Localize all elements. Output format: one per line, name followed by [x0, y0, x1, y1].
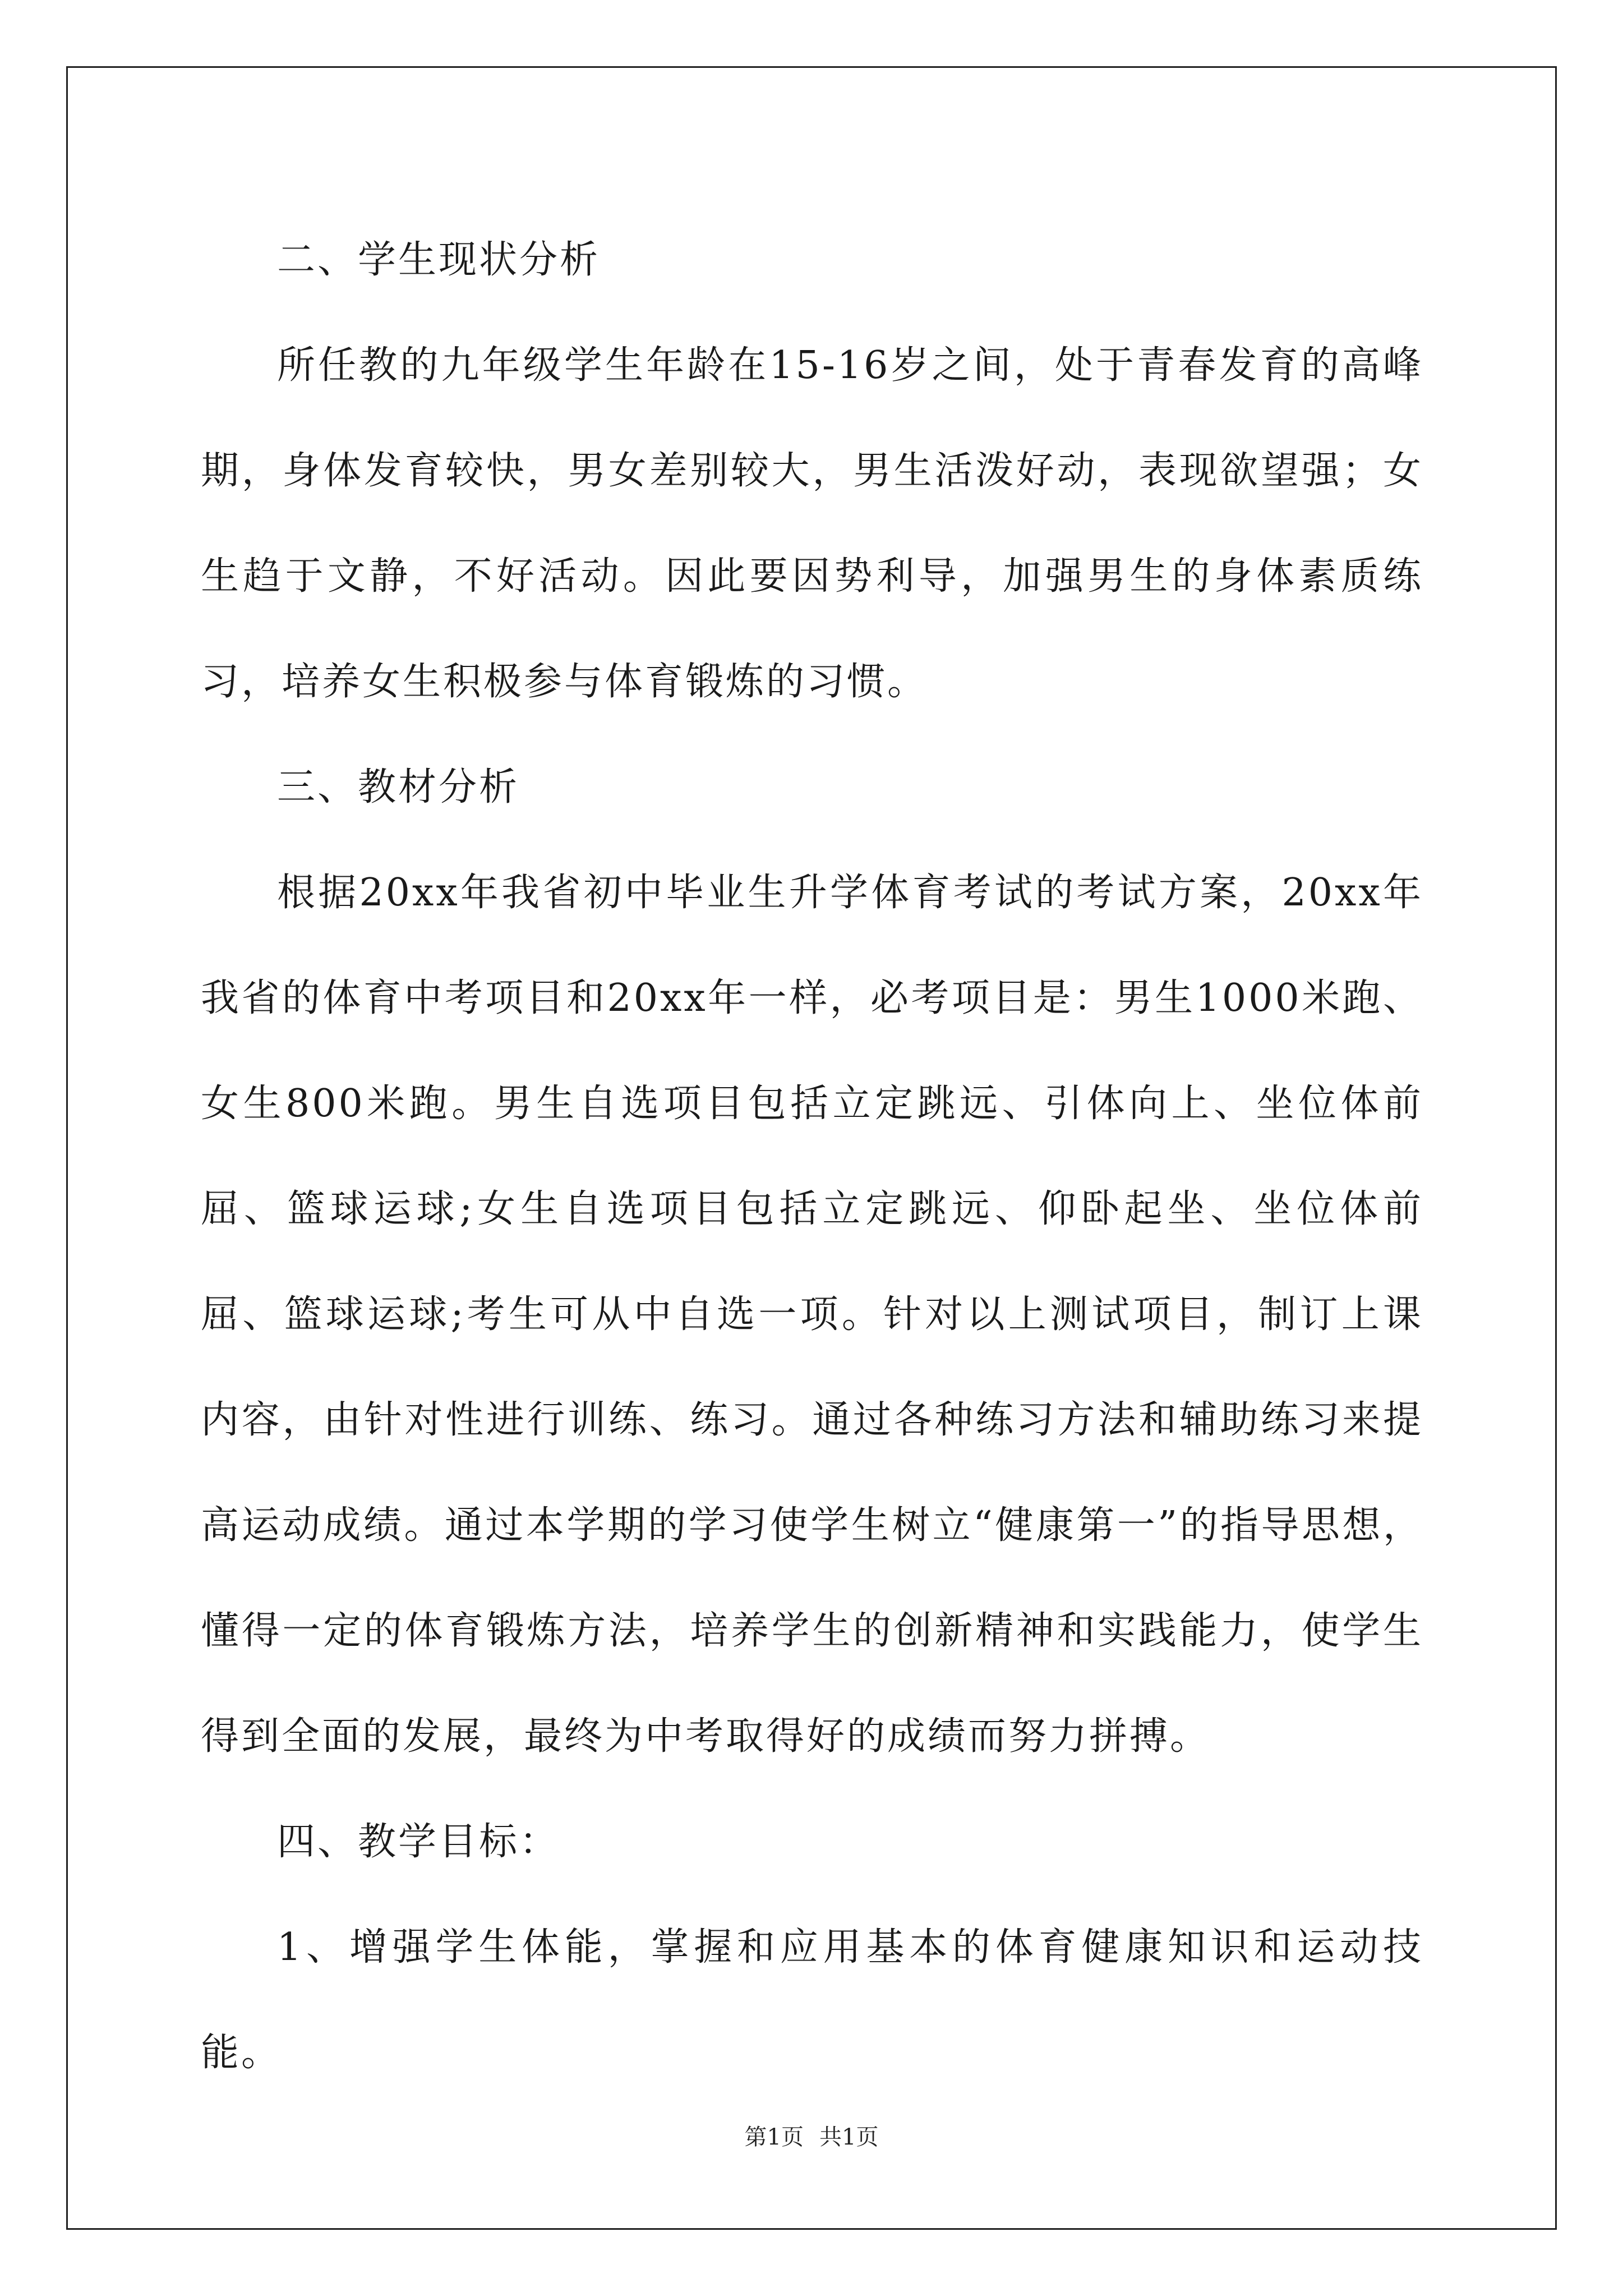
page-number-current: 第1页: [744, 2124, 804, 2150]
section-heading-material-analysis: 三、教材分析: [277, 765, 520, 809]
page-number-total: 共1页: [819, 2124, 879, 2150]
paragraph-teaching-goal-1: 1、增强学生体能，掌握和应用基本的体育健康知识和运动技能。: [201, 1925, 1423, 2075]
section-heading-teaching-goals: 四、教学目标：: [277, 1820, 560, 1864]
section-heading-student-analysis: 二、学生现状分析: [277, 238, 601, 282]
document-body: [201, 208, 1423, 2106]
paragraph-student-analysis: 所任教的九年级学生年龄在15-16岁之间，处于青春发育的高峰期，身体发育较快，男女差别较大，男生活泼好动，表现欲望强；女生趋于文静，不好活动。因此要因势利导，加强男生的身体素质练习，培养女生积极参与体育锻炼的习惯。: [201, 343, 1423, 704]
paragraph-material-analysis: 根据20xx年我省初中毕业生升学体育考试的考试方案，20xx年我省的体育中考项目和20xx年一样，必考项目是：男生1000米跑、女生800米跑。男生自选项目包括立定跳远、引体向上、坐位体前屈、篮球运球;女生自选项目包括立定跳远、仰卧起坐、坐位体前屈、篮球运球;考生可从中自选一项。针对以上测试项目，制订上课内容，由针对性进行训练、练习。通过各种练习方法和辅助练习来提高运动成绩。通过本学期的学习使学生树立“健康第一”的指导思想，懂得一定的体育锻炼方法，培养学生的创新精神和实践能力，使学生得到全面的发展，最终为中考取得好的成绩而努力拼搏。: [201, 871, 1423, 1759]
page-footer: [0, 2123, 1623, 2151]
